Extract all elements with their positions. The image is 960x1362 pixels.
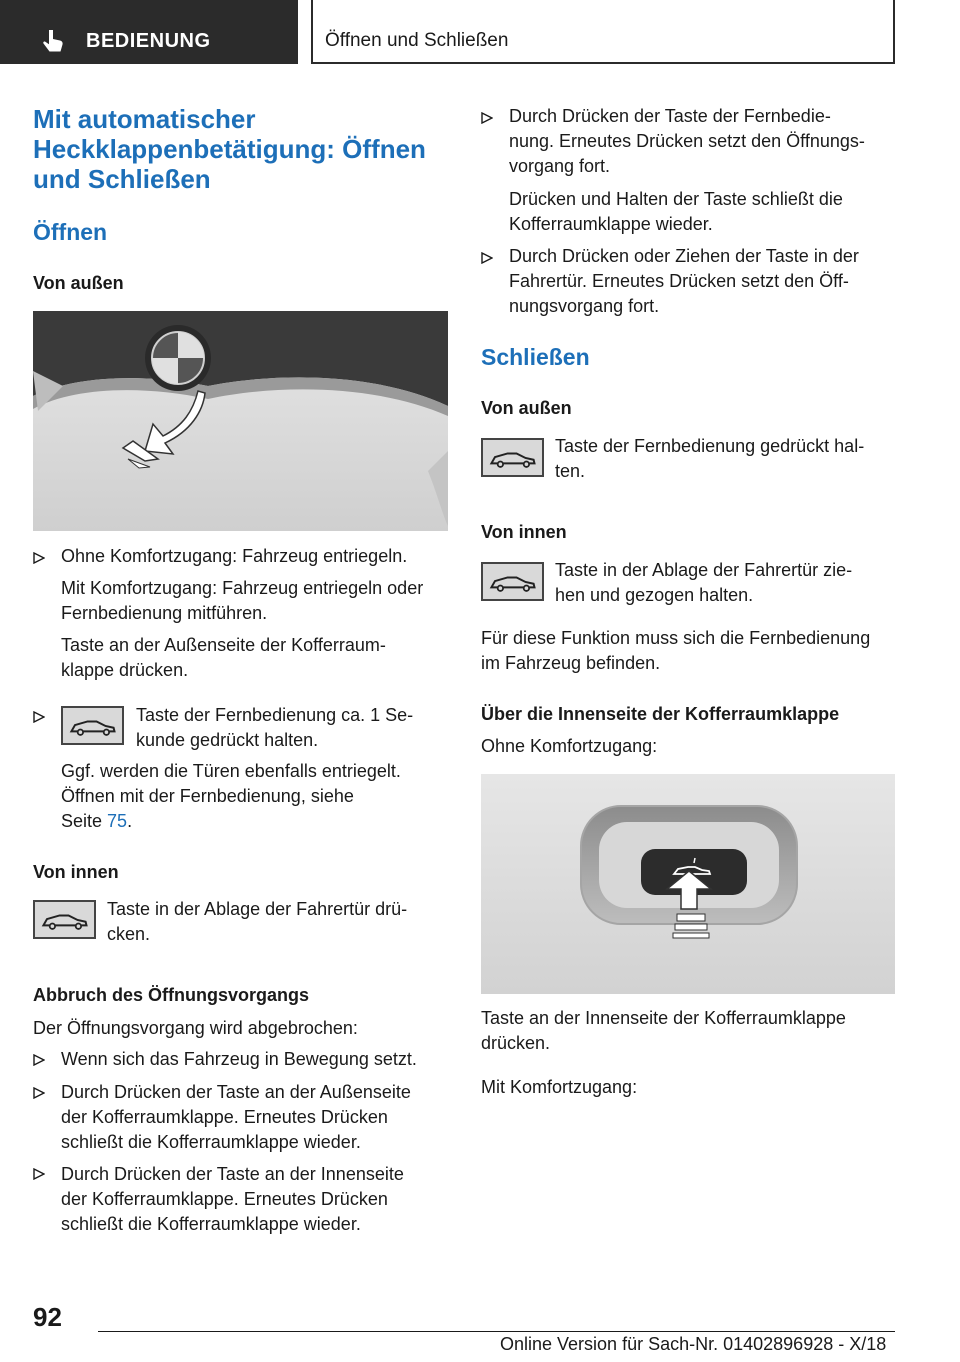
triangle-bullet-icon: [33, 1087, 45, 1099]
triangle-bullet-icon: [481, 252, 493, 264]
close-heading: Schließen: [481, 344, 590, 370]
text-line: schließt die Kofferraumklappe wieder.: [61, 1214, 361, 1234]
text-line: Für diese Funktion muss sich die Fernbedienung: [481, 628, 871, 648]
no-comfort-label: Ohne Komfortzugang:: [481, 736, 658, 756]
text-line: Durch Drücken der Taste an der Außenseite: [61, 1082, 411, 1102]
page-title-line: und Schließen: [33, 164, 211, 194]
page-title-line: Mit automatischer: [33, 104, 256, 134]
text-line: Taste der Fernbedienung gedrückt hal-: [555, 436, 865, 456]
text-line: Taste in der Ablage der Fahrertür drü-: [107, 899, 408, 919]
bullet-text: [136, 703, 413, 753]
text-line: Kofferraumklappe wieder.: [509, 214, 713, 234]
bullet-text: [509, 104, 865, 179]
text-line: drücken.: [481, 1033, 551, 1053]
footer-version: Online Version für Sach-Nr. 01402896928 - X/18: [500, 1334, 887, 1354]
header-section-tab: [0, 0, 298, 64]
text-line: Durch Drücken oder Ziehen der Taste in der: [509, 246, 859, 266]
hand-pointer-icon: [40, 28, 66, 54]
text-line: Öffnen mit der Fernbedienung, siehe: [61, 786, 354, 806]
bullet-text: [61, 759, 401, 834]
paragraph: [481, 626, 870, 676]
text-line: hen und gezogen halten.: [555, 585, 754, 605]
text-line: der Kofferraumklappe. Erneutes Drücken: [61, 1189, 388, 1209]
page-link[interactable]: 75: [107, 811, 128, 831]
with-comfort-label: Mit Komfortzugang:: [481, 1077, 638, 1097]
footer-divider: [98, 1331, 895, 1332]
bullet-text: [509, 244, 859, 319]
text-span: Seite: [61, 811, 108, 831]
header-chapter-title: Öffnen und Schließen: [325, 30, 509, 51]
trunk-inner-button-photo: [481, 774, 895, 994]
triangle-bullet-icon: [33, 552, 45, 564]
text-line: Drücken und Halten der Taste schließt die: [509, 189, 843, 209]
text-span: .: [127, 811, 133, 831]
text-line: nungsvorgang fort.: [509, 296, 660, 316]
abort-intro: Der Öffnungsvorgang wird abgebrochen:: [33, 1018, 358, 1038]
text-line: im Fahrzeug befinden.: [481, 653, 661, 673]
outside-heading: Von außen: [33, 273, 124, 293]
close-inside-heading: Von innen: [481, 522, 567, 542]
text-line: Fahrertür. Erneutes Drücken setzt den Öff-: [509, 271, 849, 291]
text-line: Mit Komfortzugang: Fahrzeug entriegeln oder: [61, 578, 424, 598]
trunk-key-icon: [481, 562, 544, 601]
bullet-text: [61, 1080, 411, 1155]
text-line: [61, 809, 401, 834]
text-line: nung. Erneutes Drücken setzt den Öffnungs-: [509, 131, 865, 151]
bullet-text: [61, 576, 423, 626]
page-title: [33, 104, 426, 194]
text-line: kunde gedrückt halten.: [136, 730, 319, 750]
triangle-bullet-icon: [33, 1168, 45, 1180]
triangle-bullet-icon: [481, 112, 493, 124]
abort-heading: Abbruch des Öffnungsvorgangs: [33, 985, 310, 1005]
bullet-text: [61, 633, 386, 683]
triangle-bullet-icon: [33, 711, 45, 723]
triangle-bullet-icon: [33, 1054, 45, 1066]
paragraph: [555, 558, 852, 608]
paragraph: [107, 897, 407, 947]
open-heading: Öffnen: [33, 219, 108, 245]
trunk-lid-photo: [33, 311, 448, 531]
text-line: cken.: [107, 924, 151, 944]
bullet-text: Wenn sich das Fahrzeug in Bewegung setzt.: [61, 1049, 417, 1069]
text-line: Durch Drücken der Taste der Fernbedie-: [509, 106, 831, 126]
text-line: Fernbedienung mitführen.: [61, 603, 268, 623]
text-line: ten.: [555, 461, 586, 481]
page-title-line: Heckklappenbetätigung: Öffnen: [33, 134, 426, 164]
paragraph: [481, 1006, 846, 1056]
text-line: der Kofferraumklappe. Erneutes Drücken: [61, 1107, 388, 1127]
bullet-text: [61, 1162, 404, 1237]
header-section-title: BEDIENUNG: [86, 30, 211, 52]
trunk-key-icon: [61, 706, 124, 745]
text-line: Ggf. werden die Türen ebenfalls entriegelt.: [61, 761, 401, 781]
text-line: vorgang fort.: [509, 156, 611, 176]
paragraph: [555, 434, 864, 484]
text-line: schließt die Kofferraumklappe wieder.: [61, 1132, 361, 1152]
inner-side-heading: Über die Innenseite der Kofferraumklappe: [481, 704, 840, 724]
text-line: klappe drücken.: [61, 660, 189, 680]
text-line: Taste an der Innenseite der Kofferraumklappe: [481, 1008, 846, 1028]
trunk-key-icon: [33, 900, 96, 939]
text-line: Taste der Fernbedienung ca. 1 Se-: [136, 705, 414, 725]
close-outside-heading: Von außen: [481, 398, 572, 418]
bullet-text: Ohne Komfortzugang: Fahrzeug entriegeln.: [61, 546, 408, 566]
page-number: 92: [33, 1302, 62, 1332]
text-line: Durch Drücken der Taste an der Innenseite: [61, 1164, 404, 1184]
bullet-text: [509, 187, 843, 237]
trunk-key-icon: [481, 438, 544, 477]
text-line: Taste in der Ablage der Fahrertür zie-: [555, 560, 853, 580]
inside-heading: Von innen: [33, 862, 119, 882]
text-line: Taste an der Außenseite der Kofferraum-: [61, 635, 386, 655]
